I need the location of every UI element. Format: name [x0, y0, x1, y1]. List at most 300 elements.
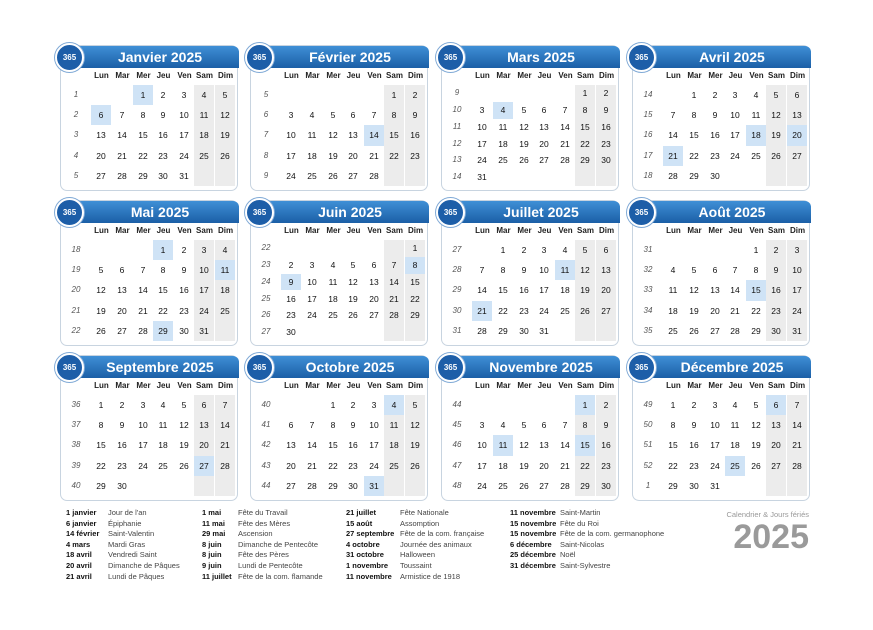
week-number: 5 — [263, 90, 269, 99]
day-cell: 5 — [521, 420, 527, 431]
weekday-label: Lun — [666, 381, 681, 390]
week-number: 32 — [643, 265, 653, 275]
legend-item — [346, 561, 484, 572]
legend-date: 4 octobre — [346, 539, 380, 549]
month-header — [61, 46, 239, 68]
day-cell: 9 — [603, 420, 609, 431]
day-cell: 13 — [539, 440, 549, 451]
day-cell: 5 — [691, 265, 697, 276]
week-number: 10 — [452, 104, 462, 114]
weekday-label: Dim — [407, 226, 424, 235]
weekday-label: Sam — [196, 381, 213, 390]
holiday-day-cell: 25 — [725, 456, 745, 476]
day-cell: 12 — [771, 110, 781, 121]
weekday-label: Mer — [708, 71, 723, 80]
day-cell: 5 — [330, 110, 336, 121]
day-cell: 4 — [160, 400, 166, 410]
weekday-label: Lun — [475, 71, 490, 80]
day-cell: 25 — [498, 480, 508, 491]
legend-date: 1 janvier — [66, 508, 97, 517]
day-cell: 27 — [348, 170, 358, 181]
month-header — [251, 356, 429, 378]
day-cell: 4 — [500, 420, 506, 431]
month-septembre-2025 — [60, 355, 238, 501]
day-cell: 9 — [691, 420, 697, 431]
legend-item — [346, 519, 484, 530]
week-number: 13 — [452, 155, 462, 165]
day-cell: 19 — [519, 138, 529, 149]
weekday-label: Sam — [577, 71, 594, 80]
day-cell: 27 — [539, 155, 549, 166]
day-cell: 14 — [117, 130, 127, 141]
day-cell: 25 — [668, 325, 678, 336]
day-cell: 21 — [369, 150, 379, 161]
holiday-day-cell: 15 — [575, 435, 595, 455]
badge-365-icon: 365 — [55, 43, 84, 72]
legend-holiday-name: Toussaint — [400, 560, 432, 570]
day-cell: 29 — [138, 170, 148, 181]
day-cell: 17 — [730, 130, 740, 141]
week-number: 8 — [263, 150, 269, 160]
weekday-label: Lun — [94, 71, 109, 80]
day-cell: 4 — [670, 265, 676, 276]
day-cell: 1 — [753, 245, 759, 255]
day-cell: 24 — [477, 480, 487, 491]
legend-date: 1 novembre — [346, 560, 389, 570]
day-cell: 17 — [179, 130, 189, 141]
legend-item — [346, 572, 484, 583]
day-cell: 31 — [199, 325, 209, 336]
day-cell: 3 — [541, 245, 547, 255]
week-number: 16 — [643, 130, 653, 140]
day-cell: 2 — [412, 90, 418, 100]
legend-holiday-name: Fête Nationale — [400, 508, 449, 517]
day-cell: 6 — [794, 90, 800, 100]
day-cell: 23 — [179, 305, 189, 316]
day-cell: 3 — [288, 110, 294, 121]
holiday-day-cell: 21 — [472, 301, 492, 321]
week-number: 29 — [452, 285, 462, 295]
week-number: 23 — [261, 259, 271, 269]
day-cell: 31 — [792, 325, 802, 336]
weekday-label: Dim — [598, 381, 615, 390]
day-cell: 25 — [560, 305, 570, 316]
week-number: 6 — [263, 110, 269, 120]
day-cell: 30 — [601, 480, 611, 491]
day-cell: 7 — [670, 110, 676, 121]
weekday-header — [663, 226, 810, 238]
legend-item — [510, 540, 664, 551]
day-cell: 13 — [710, 285, 720, 296]
legend-holiday-name: Journée des animaux — [400, 539, 472, 549]
weekday-label: Mar — [305, 381, 320, 390]
legend-item — [346, 508, 484, 519]
day-cell: 13 — [199, 420, 209, 431]
legend-column — [66, 508, 180, 582]
month-novembre-2025 — [441, 355, 619, 501]
day-cell: 14 — [730, 285, 740, 296]
day-cell: 21 — [389, 293, 399, 304]
weekday-label: Ven — [367, 71, 382, 80]
day-cell: 11 — [199, 110, 209, 121]
day-cell: 30 — [601, 155, 611, 166]
week-number: 9 — [263, 170, 269, 180]
day-cell: 30 — [286, 327, 296, 338]
day-cell: 10 — [179, 110, 189, 121]
day-cell: 3 — [371, 400, 377, 410]
legend-holiday-name: Armistice de 1918 — [400, 571, 461, 581]
legend-date: 11 novembre — [510, 508, 556, 517]
legend-date: 25 décembre — [510, 550, 556, 560]
day-cell: 25 — [389, 460, 399, 471]
day-cell: 27 — [601, 305, 611, 316]
weekday-label: Mer — [136, 381, 151, 390]
day-cell: 2 — [119, 400, 125, 410]
day-cell: 1 — [412, 243, 418, 253]
day-cell: 27 — [286, 480, 296, 491]
day-cell: 7 — [309, 420, 315, 431]
month-juin-2025 — [250, 200, 428, 346]
day-cell: 16 — [771, 285, 781, 296]
week-number: 21 — [71, 305, 81, 315]
day-cell: 6 — [350, 110, 356, 121]
day-cell: 18 — [220, 285, 230, 296]
day-cell: 14 — [792, 420, 802, 431]
day-cell: 3 — [309, 259, 315, 270]
day-cell: 15 — [328, 440, 338, 451]
weekday-label: Lun — [94, 226, 109, 235]
day-cell: 6 — [371, 259, 377, 270]
day-cell: 9 — [773, 265, 779, 276]
weekday-label: Mer — [517, 226, 532, 235]
day-cell: 22 — [689, 150, 699, 161]
day-cell: 22 — [389, 150, 399, 161]
week-number: 40 — [71, 480, 81, 490]
legend-date: 29 mai — [202, 529, 226, 539]
day-cell: 10 — [477, 440, 487, 451]
day-cell: 29 — [580, 155, 590, 166]
legend-item — [346, 529, 484, 540]
month-mars-2025 — [441, 45, 619, 191]
weekday-label: Jeu — [156, 381, 171, 390]
day-cell: 4 — [562, 245, 568, 255]
day-cell: 30 — [519, 325, 529, 336]
week-number: 7 — [263, 130, 269, 140]
week-number: 18 — [643, 170, 653, 180]
day-cell: 7 — [562, 420, 568, 431]
day-cell: 12 — [689, 285, 699, 296]
day-cell: 28 — [477, 325, 487, 336]
weekday-header — [91, 381, 238, 393]
day-cell: 27 — [369, 310, 379, 321]
day-cell: 28 — [138, 325, 148, 336]
weekday-label: Mar — [305, 71, 320, 80]
day-cell: 7 — [479, 265, 485, 276]
weekday-label: Mar — [115, 226, 130, 235]
weekday-label: Ven — [177, 226, 192, 235]
day-cell: 21 — [220, 440, 230, 451]
day-cell: 13 — [601, 265, 611, 276]
day-cell: 19 — [348, 293, 358, 304]
week-number: 38 — [71, 440, 81, 450]
day-cell: 13 — [117, 285, 127, 296]
month-decembre-2025 — [632, 355, 810, 501]
day-cell: 16 — [117, 440, 127, 451]
weekday-header — [472, 226, 619, 238]
legend-item — [202, 540, 323, 551]
legend-column — [202, 508, 323, 582]
day-cell: 14 — [220, 420, 230, 431]
day-cell: 17 — [307, 293, 317, 304]
week-number: 40 — [261, 400, 271, 409]
legend-date: 31 décembre — [510, 560, 556, 570]
day-cell: 2 — [181, 245, 187, 255]
week-number: 27 — [452, 245, 462, 254]
month-header — [633, 46, 811, 68]
month-header — [442, 201, 620, 223]
legend-holiday-name: Jour de l'an — [108, 508, 147, 517]
week-number: 31 — [452, 325, 462, 335]
day-cell: 16 — [689, 440, 699, 451]
day-cell: 1 — [582, 88, 588, 98]
day-cell: 24 — [286, 170, 296, 181]
day-cell: 29 — [498, 325, 508, 336]
day-cell: 8 — [670, 420, 676, 431]
month-header — [633, 201, 811, 223]
weekday-label: Jeu — [537, 381, 552, 390]
holiday-day-cell: 1 — [153, 240, 173, 260]
weekday-label: Ven — [367, 381, 382, 390]
weekday-header — [663, 71, 810, 83]
month-aout-2025 — [632, 200, 810, 346]
badge-365-icon: 365 — [245, 353, 274, 382]
day-cell: 23 — [410, 150, 420, 161]
day-cell: 21 — [138, 305, 148, 316]
weekday-label: Lun — [94, 381, 109, 390]
day-cell: 30 — [348, 480, 358, 491]
weekday-label: Mer — [326, 381, 341, 390]
day-cell: 23 — [286, 310, 296, 321]
day-cell: 13 — [771, 420, 781, 431]
legend-date: 11 juillet — [202, 571, 232, 581]
legend-item — [202, 519, 323, 530]
weekday-header — [281, 226, 428, 238]
day-cell: 4 — [330, 259, 336, 270]
legend-item — [66, 508, 180, 519]
weekday-label: Ven — [749, 71, 764, 80]
day-cell: 23 — [519, 305, 529, 316]
day-cell: 27 — [117, 325, 127, 336]
day-cell: 20 — [601, 285, 611, 296]
month-title: Juillet 2025 — [503, 204, 579, 220]
weekday-label: Mar — [305, 226, 320, 235]
day-cell: 10 — [539, 265, 549, 276]
day-cell: 6 — [603, 245, 609, 255]
day-cell: 7 — [562, 104, 568, 115]
legend-date: 4 mars — [66, 539, 91, 549]
day-cell: 25 — [328, 310, 338, 321]
weekday-label: Mer — [326, 226, 341, 235]
weekday-label: Lun — [666, 226, 681, 235]
day-cell: 11 — [498, 121, 508, 132]
legend-item — [66, 561, 180, 572]
holiday-day-cell: 20 — [787, 125, 807, 145]
legend-item — [202, 550, 323, 561]
day-cell: 27 — [792, 150, 802, 161]
legend-holiday-name: Lundi de Pâques — [108, 571, 165, 581]
week-number: 25 — [261, 293, 271, 303]
day-cell: 19 — [580, 285, 590, 296]
legend-holiday-name: Ascension — [238, 529, 273, 539]
day-cell: 16 — [710, 130, 720, 141]
holiday-day-cell: 14 — [364, 125, 384, 145]
day-cell: 26 — [580, 305, 590, 316]
weekday-label: Ven — [558, 71, 573, 80]
day-cell: 16 — [286, 293, 296, 304]
legend-holiday-name: Mardi Gras — [108, 539, 146, 549]
weekday-label: Mer — [708, 381, 723, 390]
day-cell: 28 — [792, 460, 802, 471]
weekday-label: Dim — [789, 381, 806, 390]
weekday-label: Mar — [115, 381, 130, 390]
day-cell: 26 — [519, 155, 529, 166]
legend-item — [510, 529, 664, 540]
day-cell: 17 — [199, 285, 209, 296]
day-cell: 12 — [328, 130, 338, 141]
holiday-day-cell: 4 — [384, 395, 404, 415]
day-cell: 15 — [158, 285, 168, 296]
day-cell: 2 — [288, 259, 294, 270]
day-cell: 2 — [160, 90, 166, 100]
day-cell: 2 — [603, 400, 609, 410]
legend-date: 18 avril — [66, 550, 92, 560]
badge-365-icon: 365 — [436, 43, 465, 72]
day-cell: 10 — [286, 130, 296, 141]
weekday-label: Mer — [517, 71, 532, 80]
day-cell: 29 — [96, 480, 106, 491]
weekday-label: Mer — [326, 71, 341, 80]
badge-365-icon: 365 — [436, 353, 465, 382]
weekday-label: Mer — [708, 226, 723, 235]
day-cell: 24 — [792, 305, 802, 316]
week-number: 15 — [643, 110, 653, 120]
weekday-label: Ven — [558, 226, 573, 235]
day-cell: 26 — [410, 460, 420, 471]
day-cell: 8 — [98, 420, 104, 431]
day-cell: 24 — [369, 460, 379, 471]
day-cell: 4 — [732, 400, 738, 410]
week-number: 35 — [643, 325, 653, 335]
day-cell: 21 — [730, 305, 740, 316]
day-cell: 12 — [580, 265, 590, 276]
legend-date: 9 juin — [202, 560, 222, 570]
holiday-day-cell: 31 — [364, 476, 384, 496]
weekday-label: Dim — [789, 71, 806, 80]
day-cell: 22 — [328, 460, 338, 471]
day-cell: 15 — [138, 130, 148, 141]
day-cell: 29 — [668, 480, 678, 491]
day-cell: 28 — [220, 460, 230, 471]
weekday-label: Mer — [517, 381, 532, 390]
day-cell: 22 — [580, 138, 590, 149]
month-header — [442, 356, 620, 378]
day-cell: 22 — [498, 305, 508, 316]
day-cell: 27 — [771, 460, 781, 471]
weekday-label: Sam — [386, 71, 403, 80]
day-cell: 17 — [710, 440, 720, 451]
weekday-label: Lun — [475, 226, 490, 235]
day-cell: 28 — [369, 170, 379, 181]
weekday-label: Mar — [496, 226, 511, 235]
day-cell: 27 — [710, 325, 720, 336]
legend-item — [510, 561, 664, 572]
day-cell: 15 — [389, 130, 399, 141]
day-cell: 27 — [539, 480, 549, 491]
day-cell: 3 — [479, 104, 485, 115]
day-cell: 20 — [96, 150, 106, 161]
day-cell: 15 — [96, 440, 106, 451]
day-cell: 3 — [794, 245, 800, 255]
day-cell: 14 — [668, 130, 678, 141]
week-number: 14 — [643, 90, 653, 99]
day-cell: 25 — [158, 460, 168, 471]
weekday-label: Mar — [496, 381, 511, 390]
day-cell: 10 — [369, 420, 379, 431]
day-cell: 24 — [730, 150, 740, 161]
day-cell: 6 — [288, 420, 294, 431]
day-cell: 8 — [391, 110, 397, 121]
week-number: 52 — [643, 460, 653, 470]
weekday-label: Jeu — [728, 226, 743, 235]
day-cell: 16 — [410, 130, 420, 141]
day-cell: 10 — [710, 420, 720, 431]
month-title: Décembre 2025 — [680, 359, 784, 375]
day-cell: 23 — [117, 460, 127, 471]
badge-365-icon: 365 — [55, 353, 84, 382]
month-title: Août 2025 — [698, 204, 766, 220]
day-cell: 11 — [328, 276, 338, 287]
day-cell: 29 — [580, 480, 590, 491]
day-cell: 11 — [158, 420, 168, 431]
week-number: 50 — [643, 420, 653, 430]
day-cell: 7 — [391, 259, 397, 270]
weekday-label: Dim — [598, 71, 615, 80]
weekday-label: Sam — [577, 226, 594, 235]
day-cell: 5 — [350, 259, 356, 270]
badge-365-icon: 365 — [627, 198, 656, 227]
day-cell: 1 — [330, 400, 336, 410]
day-cell: 12 — [751, 420, 761, 431]
day-cell: 18 — [389, 440, 399, 451]
legend-holiday-name: Lundi de Pentecôte — [238, 560, 303, 570]
day-cell: 12 — [179, 420, 189, 431]
day-cell: 26 — [689, 325, 699, 336]
day-cell: 30 — [710, 170, 720, 181]
week-number: 44 — [261, 480, 271, 490]
legend-column — [346, 508, 484, 582]
day-cell: 5 — [98, 265, 104, 276]
day-cell: 11 — [389, 420, 399, 431]
day-cell: 19 — [771, 130, 781, 141]
badge-365-icon: 365 — [436, 198, 465, 227]
day-cell: 9 — [712, 110, 718, 121]
day-cell: 16 — [519, 285, 529, 296]
weekday-label: Ven — [367, 226, 382, 235]
day-cell: 18 — [158, 440, 168, 451]
day-cell: 26 — [519, 480, 529, 491]
day-cell: 12 — [220, 110, 230, 121]
legend-holiday-name: Fête de la com. germanophone — [560, 529, 665, 539]
